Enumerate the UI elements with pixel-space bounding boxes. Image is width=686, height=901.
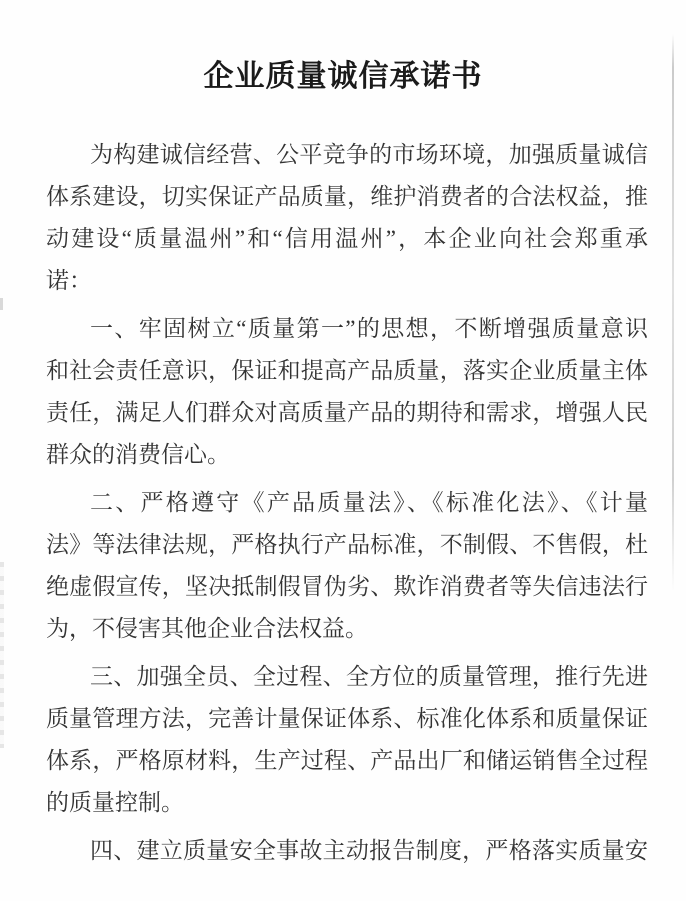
paragraph-intro xyxy=(46,134,648,302)
text-line: 绝虚假宣传，坚决抵制假冒伪劣、欺诈消费者等失信违法行 xyxy=(46,574,648,599)
text-line: 为构建诚信经营、公平竞争的市场环境，加强质量诚信 xyxy=(90,142,648,167)
paragraph-item-3 xyxy=(46,656,648,824)
scan-artifact-vertical-line xyxy=(672,34,674,592)
document-title: 企业质量诚信承诺书 xyxy=(203,60,483,93)
text-line: 三、加强全员、全过程、全方位的质量管理，推行先进 xyxy=(90,664,648,689)
scan-artifact-left-dot xyxy=(0,298,3,310)
text-line: 体系，严格原材料，生产过程、产品出厂和储运销售全过程 xyxy=(46,748,648,773)
paragraph-item-4 xyxy=(46,830,648,872)
document-body xyxy=(46,134,648,878)
text-line: 一、牢固树立“质量第一”的思想，不断增强质量意识 xyxy=(90,316,648,341)
text-line: 的质量控制。 xyxy=(46,790,184,815)
text-line: 群众的消费信心。 xyxy=(46,442,230,467)
text-line: 体系建设，切实保证产品质量，维护消费者的合法权益，推 xyxy=(46,184,648,209)
paragraph-item-2 xyxy=(46,482,648,650)
text-line: 动建设“质量温州”和“信用温州”，本企业向社会郑重承 xyxy=(46,226,648,251)
text-line: 诺： xyxy=(46,268,92,293)
text-line: 和社会责任意识，保证和提高产品质量，落实企业质量主体 xyxy=(46,358,648,383)
text-line: 二、严格遵守《产品质量法》、《标准化法》、《计量 xyxy=(90,490,648,515)
scan-artifact-left-smudge xyxy=(0,562,4,748)
paragraph-item-1 xyxy=(46,308,648,476)
text-line: 法》等法律法规，严格执行产品标准，不制假、不售假，杜 xyxy=(46,532,648,557)
text-line: 责任，满足人们群众对高质量产品的期待和需求，增强人民 xyxy=(46,400,648,425)
text-line: 质量管理方法，完善计量保证体系、标准化体系和质量保证 xyxy=(46,706,648,731)
text-line: 四、建立质量安全事故主动报告制度，严格落实质量安 xyxy=(90,838,648,863)
text-line: 为，不侵害其他企业合法权益。 xyxy=(46,616,368,641)
